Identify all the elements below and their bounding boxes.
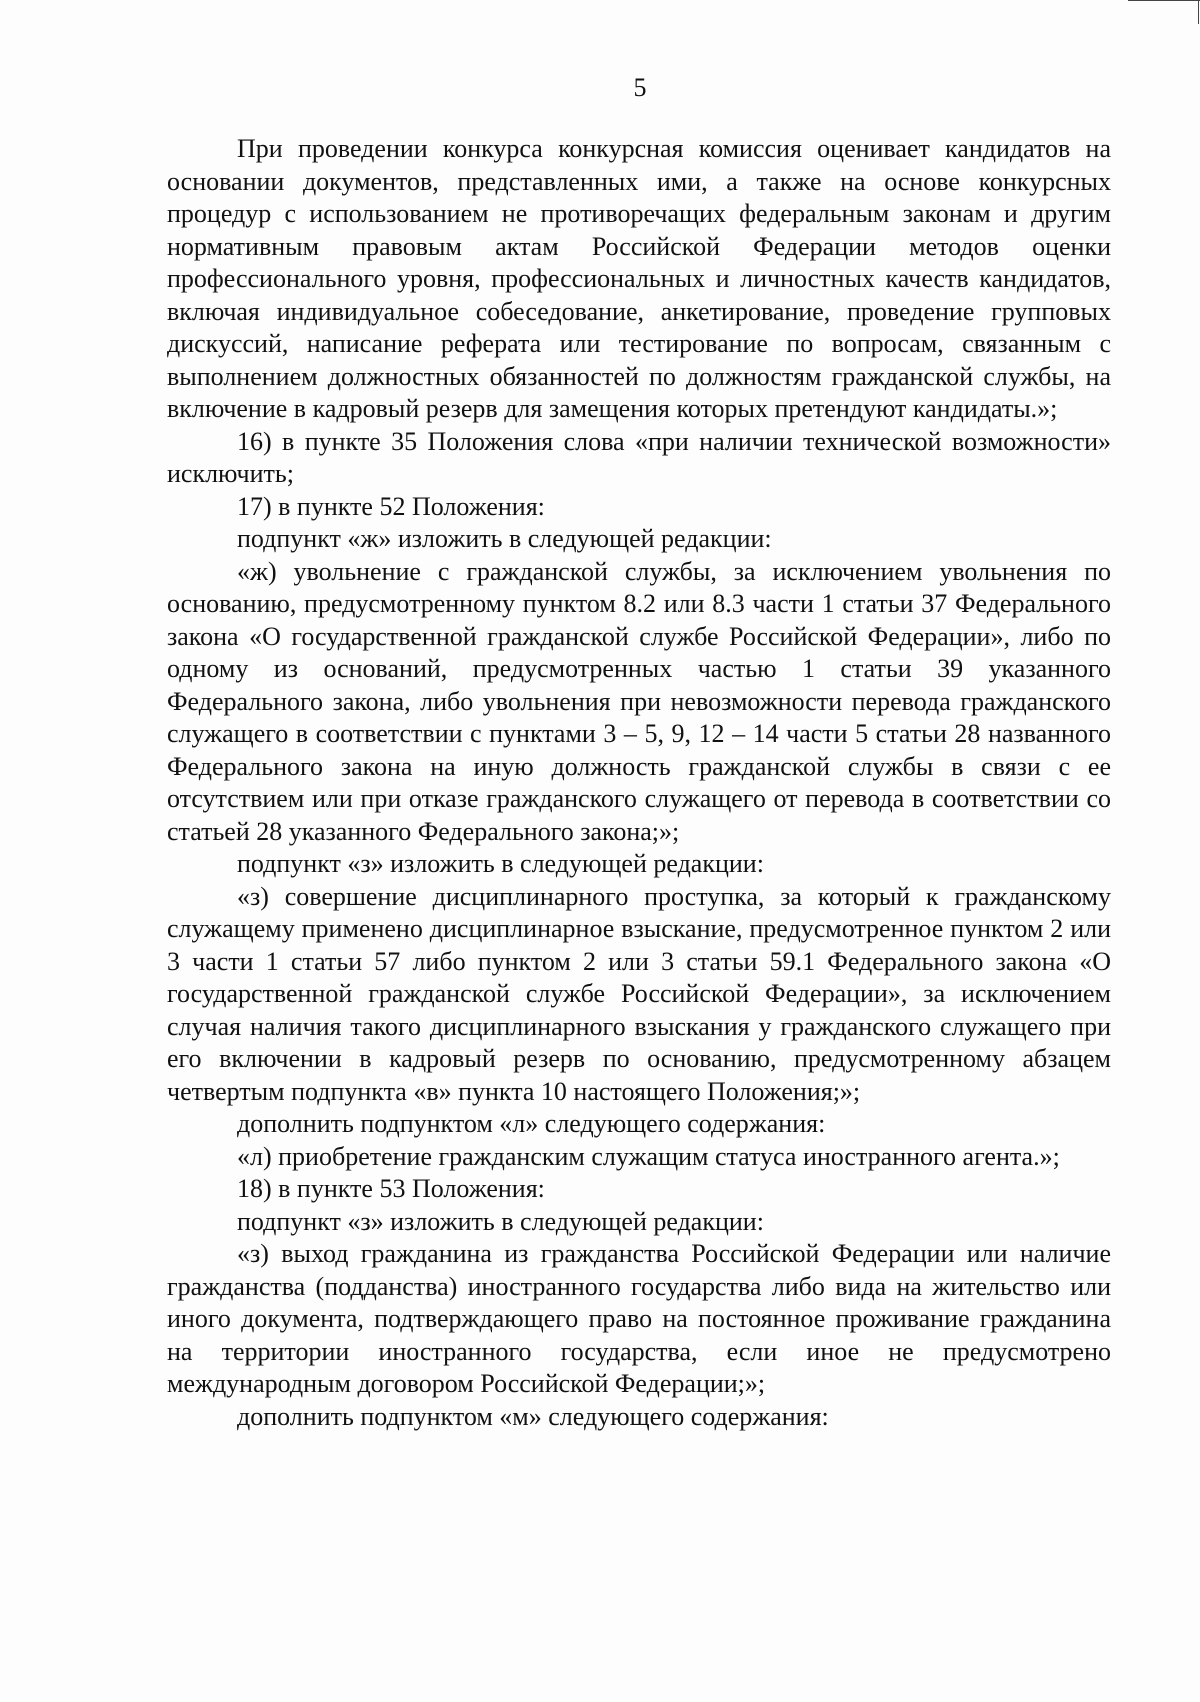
paragraph-subitem-z: «з) совершение дисциплинарного проступка, за который к гражданскому служащему применено дисциплинарное взыскание, предусмотренное пунктом 2 или 3 части 1 статьи 57 либо пунктом 2 или 3 статьи 59.1 Федерального закона «О государственной гражданской службе Российской Федерации», за исключением случая наличия такого дисциплинарного взыскания у гражданского служащего при его включении в кадровый резерв по основанию, предусмотренному абзацем четвертым подпункта «в» пункта 10 настоящего Положения;»; — [167, 881, 1111, 1106]
paragraph-item-18-z-intro: подпункт «з» изложить в следующей редакции: — [237, 1206, 764, 1236]
scan-edge-mark-right — [1198, 0, 1199, 24]
paragraph-item-17: 17) в пункте 52 Положения: — [237, 491, 545, 521]
paragraph-subitem-zh-intro: подпункт «ж» изложить в следующей редакции: — [237, 524, 772, 553]
paragraph-subitem-l: «л) приобретение гражданским служащим статуса иностранного агента.»; — [237, 1141, 1060, 1171]
paragraph-subitem-z-intro: подпункт «з» изложить в следующей редакции: — [237, 849, 764, 878]
paragraph-item-18: 18) в пункте 53 Положения: — [237, 1174, 545, 1203]
paragraph-subitem-m-intro: дополнить подпунктом «м» следующего содержания: — [237, 1401, 829, 1431]
document-body — [167, 133, 1111, 1433]
paragraph-contest-evaluation: При проведении конкурса конкурсная комиссия оценивает кандидатов на основании документов, представленных ими, а также на основе конкурсных процедур с использованием не противоречащих федеральным законам и другим нормативным правовым актам Российской Федерации методов оценки профессионального уровня, профессиональных и личностных качеств кандидатов, включая индивидуальное собеседование, анкетирование, проведение групповых дискуссий, написание реферата или тестирование по вопросам, связанным с выполнением должностных обязанностей по должностям гражданской службы, на включение в кадровый резерв для замещения которых претендуют кандидаты.»; — [167, 134, 1111, 423]
page-number: 5 — [633, 73, 647, 102]
paragraph-subitem-zh: «ж) увольнение с гражданской службы, за исключением увольнения по основанию, предусмотренному пунктом 8.2 или 8.3 части 1 статьи 37 Федерального закона «О государственной гражданской службе Российской Федерации», либо по одному из оснований, предусмотренных частью 1 статьи 39 указанного Федерального закона, либо увольнения при невозможности перевода гражданского служащего в соответствии с пунктами 3 – 5, 9, 12 – 14 части 5 статьи 28 названного Федерального закона на иную должность гражданской службы в связи с ее отсутствием или при отказе гражданского служащего от перевода в соответствии со статьей 28 указанного Федерального закона;»; — [167, 556, 1111, 846]
paragraph-subitem-l-intro: дополнить подпунктом «л» следующего содержания: — [237, 1109, 826, 1138]
paragraph-item-16: 16) в пункте 35 Положения слова «при наличии технической возможности» исключить; — [167, 426, 1111, 488]
scan-edge-mark — [1128, 0, 1200, 1]
paragraph-item-18-z: «з) выход гражданина из гражданства Российской Федерации или наличие гражданства (подданства) иностранного государства либо вида на жительство или иного документа, подтверждающего право на постоянное проживание гражданина на территории иностранного государства, если иное не предусмотрено международным договором Российской Федерации;»; — [167, 1239, 1111, 1398]
